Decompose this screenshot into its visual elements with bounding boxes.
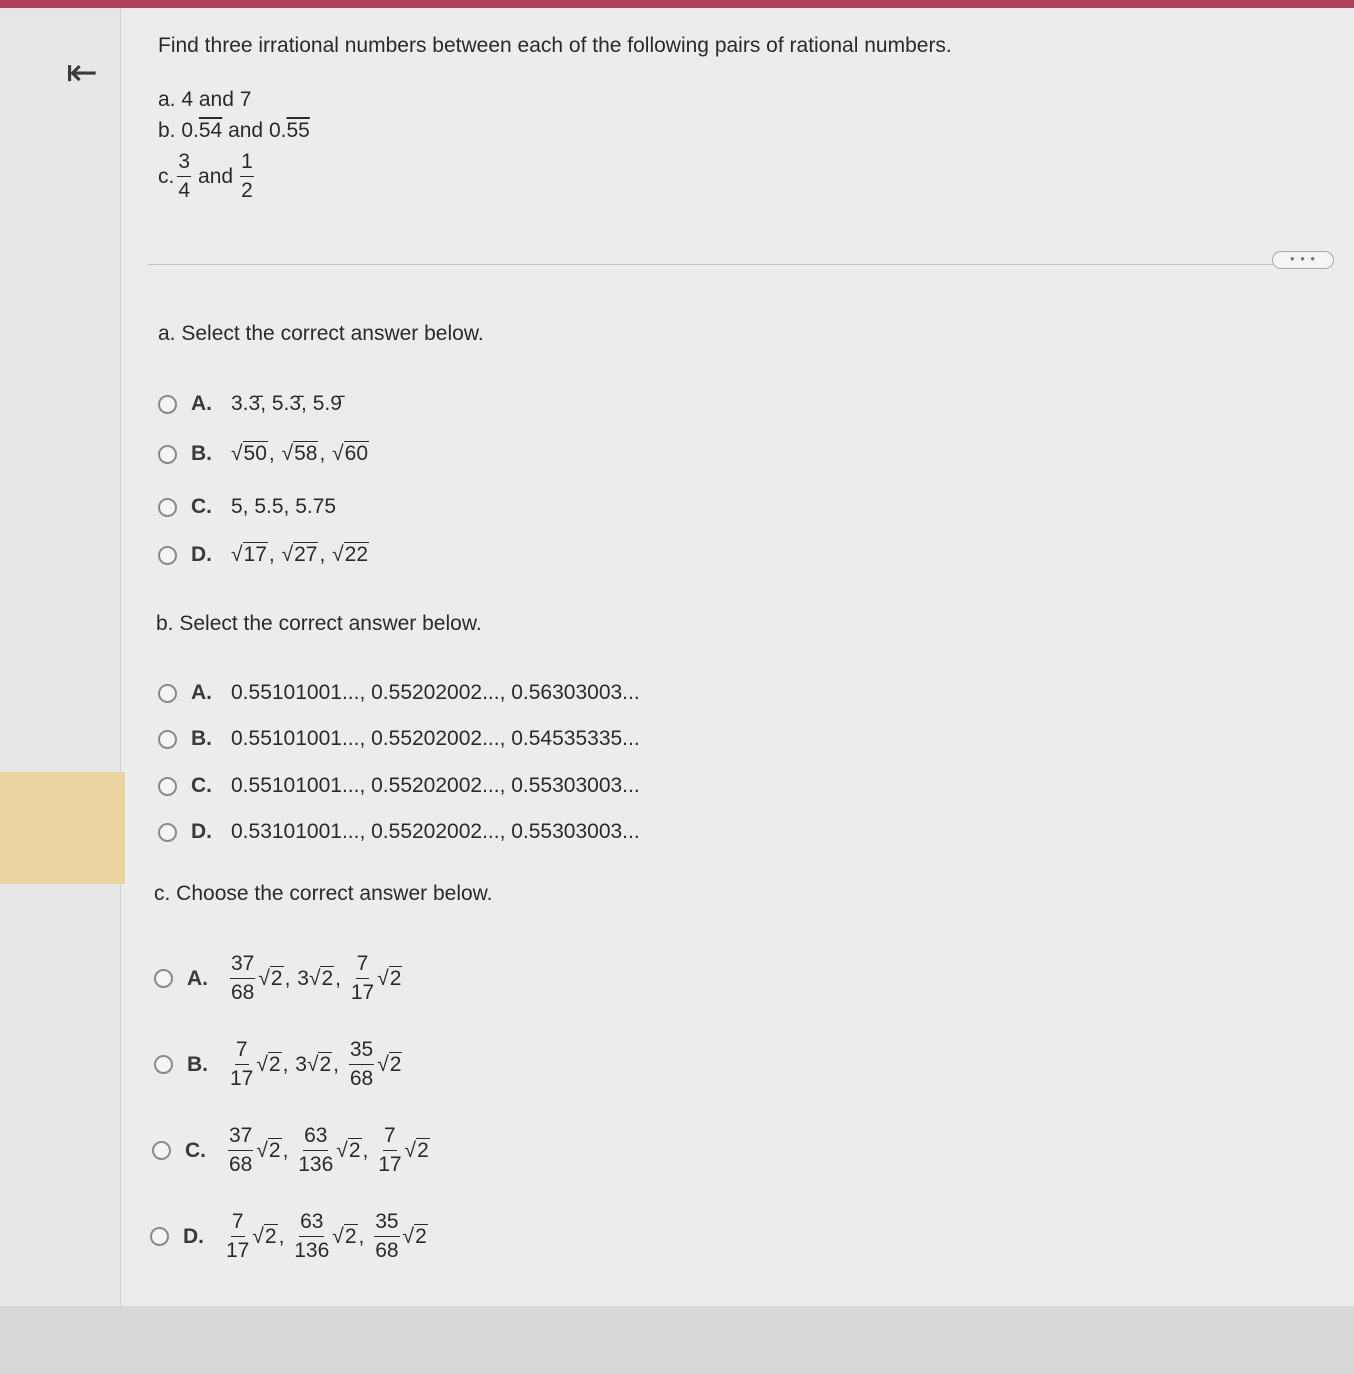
- frac-numerator: 63: [303, 1124, 328, 1151]
- part-a-label: a.: [158, 88, 176, 111]
- frac-numerator: 37: [228, 1124, 253, 1151]
- radicand: 50: [243, 442, 267, 465]
- part-c-frac2: [240, 150, 254, 203]
- coefficient: 3: [297, 966, 309, 990]
- fraction: [230, 952, 255, 1005]
- sqrt-term: √2: [404, 1138, 429, 1162]
- radio-button[interactable]: [158, 445, 177, 464]
- radicand: 17: [243, 543, 267, 566]
- frac-denominator: 136: [294, 1239, 330, 1263]
- frac-denominator: 17: [350, 981, 375, 1005]
- radicand: 2: [348, 1138, 361, 1162]
- radio-button[interactable]: [158, 730, 177, 749]
- part-c-option-b[interactable]: [154, 1038, 402, 1091]
- part-b-option-b[interactable]: [158, 727, 640, 751]
- fraction: [374, 1210, 399, 1263]
- sqrt-term: √60: [332, 442, 369, 465]
- frac-numerator: 7: [356, 952, 370, 979]
- option-math: $\frac{37}{68}$ √2 , $\frac{63}{136}$ √2 , $\frac{7}{17}$ √2: [229, 1124, 429, 1177]
- radio-button[interactable]: [158, 498, 177, 517]
- sqrt-term: √2: [377, 966, 402, 990]
- frac-numerator: 35: [349, 1038, 374, 1065]
- fraction: [298, 1124, 333, 1177]
- frac-denominator: 68: [229, 1153, 253, 1177]
- radio-button[interactable]: [158, 777, 177, 796]
- part-c-label: c.: [158, 164, 175, 188]
- frac-denominator: 17: [378, 1153, 402, 1177]
- radicand: 2: [417, 1138, 429, 1162]
- frac-denominator: 68: [231, 981, 255, 1005]
- sqrt-term: √2: [308, 966, 334, 990]
- frac-numerator: 7: [235, 1038, 249, 1065]
- part-c-option-a[interactable]: [154, 952, 402, 1005]
- option-letter: A.: [187, 966, 208, 990]
- option-text: 0.55101001..., 0.55202002..., 0.55303003...: [231, 774, 640, 797]
- part-b-option-c[interactable]: [158, 774, 640, 798]
- frac-numerator: 37: [230, 952, 255, 979]
- sqrt-term: √2: [256, 1138, 281, 1162]
- sqrt-term: √50: [231, 442, 267, 465]
- frac-denominator: 68: [349, 1067, 374, 1091]
- option-letter: C.: [191, 774, 212, 797]
- part-b-option-d[interactable]: [158, 820, 640, 844]
- coefficient: 3: [295, 1052, 307, 1076]
- radicand: 2: [344, 1224, 357, 1248]
- radicand: 2: [268, 1138, 281, 1162]
- part-b-int2: 0.: [268, 119, 287, 142]
- sqrt-term: √2: [336, 1138, 361, 1162]
- sqrt-term: √2: [256, 1052, 281, 1076]
- part-b-label: b.: [158, 119, 176, 142]
- option-text: 0.55101001..., 0.55202002..., 0.54535335...: [231, 727, 640, 750]
- frac-numerator: 1: [240, 150, 254, 177]
- option-math: $\frac{7}{17}$ √2 , $\frac{63}{136}$ √2 , $\frac{35}{68}$ √2: [226, 1210, 427, 1263]
- frac-numerator: 35: [374, 1210, 399, 1237]
- top-accent-bar: [0, 0, 1354, 8]
- highlight-marker: [0, 772, 125, 884]
- part-b-prompt: b. Select the correct answer below.: [156, 612, 482, 635]
- part-c-frac1: [177, 150, 191, 203]
- part-a-option-c[interactable]: [158, 495, 336, 519]
- part-c-option-d[interactable]: [150, 1210, 428, 1263]
- radio-button[interactable]: [158, 395, 177, 414]
- question-title: Find three irrational numbers between each of the following pairs of rational numbers.: [158, 34, 952, 57]
- question-part-b: [158, 119, 310, 143]
- section-divider: [148, 264, 1328, 265]
- sqrt-term: √22: [332, 543, 369, 566]
- option-math: √17 , √27 , √22: [231, 543, 369, 566]
- sqrt-term: √2: [306, 1052, 332, 1076]
- radicand: 2: [268, 1052, 281, 1076]
- part-a-option-d[interactable]: [158, 543, 369, 567]
- option-letter: B.: [191, 442, 212, 465]
- option-text: 5, 5.5, 5.75: [231, 495, 337, 518]
- frac-denominator: 2: [241, 179, 253, 203]
- radicand: 27: [294, 543, 318, 566]
- part-a-option-b[interactable]: [158, 442, 369, 466]
- sqrt-term: √2: [377, 1052, 402, 1076]
- option-letter: D.: [191, 820, 212, 843]
- option-letter: D.: [183, 1224, 204, 1248]
- frac-denominator: 136: [298, 1153, 334, 1177]
- part-c-and: and: [198, 164, 234, 188]
- option-letter: A.: [191, 392, 212, 415]
- radicand: 2: [321, 966, 334, 990]
- radicand: 2: [270, 966, 283, 990]
- fraction: [228, 1124, 253, 1177]
- option-letter: C.: [185, 1138, 206, 1162]
- desk-surface: [0, 1306, 1354, 1374]
- frac-denominator: 4: [178, 179, 191, 203]
- radicand: 2: [415, 1224, 427, 1248]
- collapse-panel-icon[interactable]: ⇤: [66, 52, 98, 94]
- fraction: [294, 1210, 329, 1263]
- radicand: 2: [389, 966, 402, 990]
- part-c-option-c[interactable]: [152, 1124, 430, 1177]
- part-b-and: and: [228, 119, 264, 142]
- radicand: 2: [319, 1052, 332, 1076]
- option-math: $\frac{37}{68}$ √2 , 3 √2 , $\frac{7}{17}$ √2: [231, 952, 402, 1005]
- left-gutter: [0, 8, 121, 1306]
- radio-button[interactable]: [158, 684, 177, 703]
- radio-button[interactable]: [154, 969, 173, 988]
- radicand: 2: [264, 1224, 277, 1248]
- question-part-a: [158, 88, 251, 112]
- frac-numerator: 7: [231, 1210, 245, 1237]
- sqrt-term: √27: [281, 543, 318, 566]
- option-letter: A.: [191, 681, 212, 704]
- part-b-option-a[interactable]: [158, 681, 640, 705]
- sqrt-term: √2: [258, 966, 283, 990]
- radicand: 58: [294, 442, 318, 465]
- radio-button[interactable]: [158, 823, 177, 842]
- part-a-prompt: a. Select the correct answer below.: [158, 322, 484, 345]
- fraction: [349, 1038, 374, 1091]
- more-options-button[interactable]: • • •: [1272, 251, 1334, 269]
- part-a-text: 4 and 7: [181, 88, 252, 111]
- radio-button[interactable]: [150, 1227, 169, 1246]
- sqrt-term: √2: [252, 1224, 277, 1248]
- radio-button[interactable]: [152, 1141, 171, 1160]
- sqrt-term: √17: [231, 543, 267, 566]
- fraction: [378, 1124, 401, 1177]
- part-a-option-a[interactable]: [158, 392, 342, 416]
- option-letter: B.: [187, 1052, 208, 1076]
- part-b-repeat2: 55: [286, 119, 310, 142]
- radicand: 2: [389, 1052, 402, 1076]
- frac-numerator: 63: [299, 1210, 324, 1237]
- option-letter: D.: [191, 543, 212, 566]
- option-letter: B.: [191, 727, 212, 750]
- fraction: [230, 1038, 253, 1091]
- frac-denominator: 68: [375, 1239, 399, 1263]
- radio-button[interactable]: [158, 546, 177, 565]
- part-c-prompt: c. Choose the correct answer below.: [154, 882, 493, 905]
- option-math: √50 , √58 , √60: [231, 442, 369, 465]
- question-part-c: [158, 150, 257, 203]
- option-text: 3.3̄, 5.3̄, 5.9̄: [231, 392, 342, 415]
- frac-denominator: 17: [230, 1067, 254, 1091]
- sqrt-term: √2: [402, 1224, 427, 1248]
- part-b-repeat1: 54: [198, 119, 223, 142]
- fraction: [226, 1210, 249, 1263]
- frac-numerator: 3: [177, 150, 191, 177]
- option-text: 0.55101001..., 0.55202002..., 0.56303003...: [231, 681, 640, 704]
- sqrt-term: √2: [332, 1224, 357, 1248]
- sqrt-term: √58: [281, 442, 318, 465]
- frac-numerator: 7: [383, 1124, 397, 1151]
- radicand: 60: [344, 442, 369, 465]
- option-text: 0.53101001..., 0.55202002..., 0.55303003...: [231, 820, 640, 843]
- option-math: $\frac{7}{17}$ √2 , 3 √2 , $\frac{35}{68}$ √2: [230, 1038, 402, 1091]
- part-b-int1: 0.: [181, 119, 199, 142]
- radio-button[interactable]: [154, 1055, 173, 1074]
- fraction: [351, 952, 374, 1005]
- frac-denominator: 17: [226, 1239, 250, 1263]
- radicand: 22: [344, 543, 369, 566]
- option-letter: C.: [191, 495, 212, 518]
